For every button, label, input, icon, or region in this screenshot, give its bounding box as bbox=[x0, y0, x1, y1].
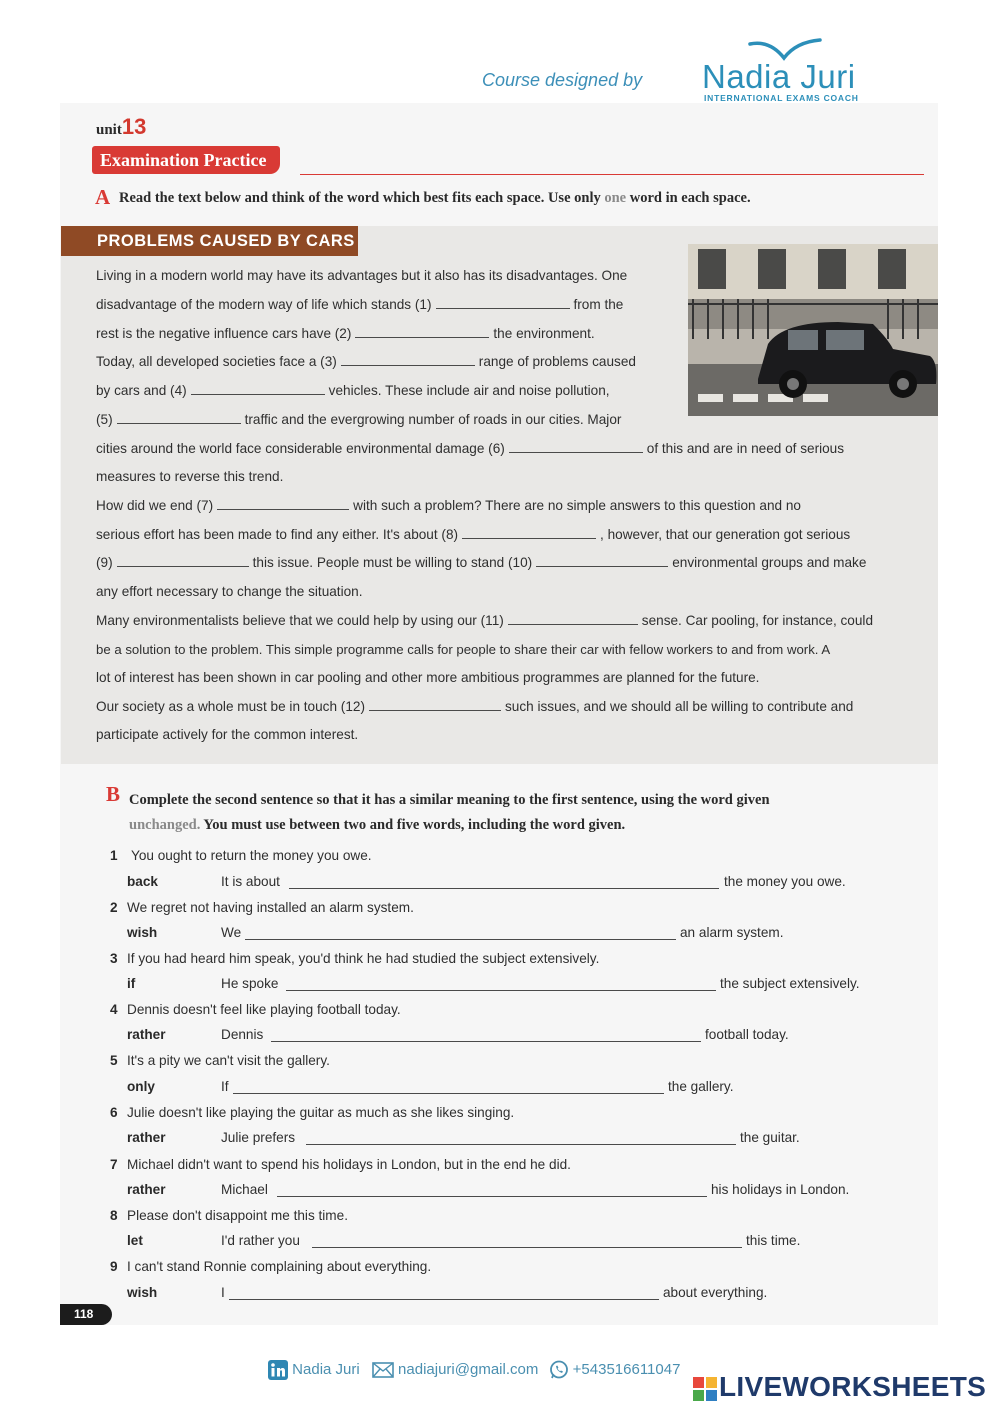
passage-line: be a solution to the problem. This simple programme calls for people to share their car with fellow workers to and from work. A bbox=[96, 642, 831, 657]
item-start: He spoke bbox=[221, 976, 279, 991]
item-start: I bbox=[221, 1285, 225, 1300]
section-a-instruction bbox=[119, 190, 919, 207]
blank-8[interactable] bbox=[462, 526, 596, 539]
section-b-letter: B bbox=[106, 782, 121, 806]
footer-phone: +543516611047 bbox=[572, 1360, 681, 1378]
passage-line: (9) this issue. People must be willing to stand (10) environmental groups and make bbox=[96, 555, 867, 570]
item-sentence: Julie doesn't like playing the guitar as much as she likes singing. bbox=[127, 1105, 515, 1120]
liveworksheets-logo-icon bbox=[693, 1377, 717, 1401]
contact-footer bbox=[268, 1360, 680, 1380]
passage-line: by cars and (4) vehicles. These include air and noise pollution, bbox=[96, 383, 610, 398]
blank-4[interactable] bbox=[191, 382, 325, 395]
passage-line: How did we end (7) with such a problem? There are no simple answers to this question and no bbox=[96, 498, 801, 513]
item-keyword: rather bbox=[127, 1130, 166, 1145]
passage-line: Many environmentalists believe that we could help by using our (11) sense. Car pooling, for instance, could bbox=[96, 613, 874, 628]
blank-9[interactable] bbox=[117, 554, 249, 567]
item-number: 3 bbox=[110, 951, 118, 966]
blank-12[interactable] bbox=[369, 698, 501, 711]
passage-line: cities around the world face considerable environmental damage (6) of this and are in need of serious bbox=[96, 441, 845, 456]
item-sentence: You ought to return the money you owe. bbox=[131, 848, 372, 863]
reading-title: PROBLEMS CAUSED BY CARS bbox=[61, 226, 358, 256]
item-number: 6 bbox=[110, 1105, 118, 1120]
item-keyword: back bbox=[127, 874, 158, 889]
item-sentence: If you had heard him speak, you'd think he had studied the subject extensively. bbox=[127, 951, 600, 966]
item-end: an alarm system. bbox=[680, 925, 784, 940]
section-a-instruction-text-1: Read the text below and think of the word which best fits each space. Use only bbox=[119, 190, 601, 206]
item-keyword: only bbox=[127, 1079, 155, 1094]
item-start: We bbox=[221, 925, 242, 940]
item-sentence: Michael didn't want to spend his holidays in London, but in the end he did. bbox=[127, 1157, 571, 1172]
footer-name: Nadia Juri bbox=[292, 1360, 360, 1378]
item-keyword: rather bbox=[127, 1027, 166, 1042]
passage-line: measures to reverse this trend. bbox=[96, 469, 284, 484]
item-number: 4 bbox=[110, 1002, 118, 1017]
item-number: 1 bbox=[110, 848, 118, 863]
item-start: Julie prefers bbox=[221, 1130, 296, 1145]
item-start: Dennis bbox=[221, 1027, 264, 1042]
blank-3[interactable] bbox=[341, 353, 475, 366]
whatsapp-icon[interactable] bbox=[549, 1360, 569, 1380]
taxi-photo bbox=[688, 244, 938, 416]
section-a-instruction-em: one bbox=[604, 190, 627, 206]
item-end: the money you owe. bbox=[724, 874, 846, 889]
section-b-instruction-text-1: Complete the second sentence so that it has a similar meaning to the first sentence, using the word given bbox=[129, 792, 770, 808]
blank-11[interactable] bbox=[508, 612, 638, 625]
item-start: It is about bbox=[221, 874, 280, 889]
passage-line: disadvantage of the modern way of life which stands (1) from the bbox=[96, 297, 624, 312]
blank-1[interactable] bbox=[436, 296, 570, 309]
unit-label bbox=[96, 114, 146, 140]
answer-line-5[interactable] bbox=[233, 1093, 664, 1094]
item-sentence: We regret not having installed an alarm system. bbox=[127, 900, 414, 915]
page-number: 118 bbox=[60, 1304, 112, 1325]
answer-line-3[interactable] bbox=[286, 990, 716, 991]
item-keyword: rather bbox=[127, 1182, 166, 1197]
passage-line: Living in a modern world may have its advantages but it also has its disadvantages. One bbox=[96, 268, 628, 283]
item-sentence: Dennis doesn't feel like playing football today. bbox=[127, 1002, 401, 1017]
passage-line: Today, all developed societies face a (3) range of problems caused bbox=[96, 354, 636, 369]
answer-line-1[interactable] bbox=[289, 888, 719, 889]
item-start: If bbox=[221, 1079, 229, 1094]
brand-name: Nadia Juri bbox=[702, 58, 856, 95]
blank-7[interactable] bbox=[217, 497, 349, 510]
answer-line-4[interactable] bbox=[271, 1041, 701, 1042]
blank-6[interactable] bbox=[509, 440, 643, 453]
exam-practice-banner: Examination Practice bbox=[92, 146, 280, 174]
item-sentence: I can't stand Ronnie complaining about everything. bbox=[127, 1259, 432, 1274]
answer-line-8[interactable] bbox=[312, 1247, 742, 1248]
blank-10[interactable] bbox=[536, 554, 668, 567]
item-end: about everything. bbox=[663, 1285, 768, 1300]
item-keyword: wish bbox=[127, 925, 158, 940]
item-number: 2 bbox=[110, 900, 118, 915]
brand-subtitle: INTERNATIONAL EXAMS COACH bbox=[704, 93, 859, 103]
section-b-instruction-em: unchanged. bbox=[129, 817, 201, 833]
item-sentence: It's a pity we can't visit the gallery. bbox=[127, 1053, 330, 1068]
answer-line-6[interactable] bbox=[306, 1144, 736, 1145]
answer-line-7[interactable] bbox=[277, 1196, 707, 1197]
mail-icon[interactable] bbox=[372, 1362, 394, 1378]
item-end: the subject extensively. bbox=[720, 976, 860, 991]
section-a-letter: A bbox=[95, 185, 111, 209]
linkedin-icon[interactable] bbox=[268, 1360, 288, 1380]
passage-line: lot of interest has been shown in car pooling and other more ambitious programmes are planned for the future. bbox=[96, 670, 760, 685]
passage-line: serious effort has been made to find any either. It's about (8) , however, that our generation got serious bbox=[96, 527, 851, 542]
item-end: football today. bbox=[705, 1027, 789, 1042]
item-keyword: if bbox=[127, 976, 136, 991]
passage-line: rest is the negative influence cars have (2) the environment. bbox=[96, 326, 595, 341]
item-start: Michael bbox=[221, 1182, 268, 1197]
item-number: 5 bbox=[110, 1053, 118, 1068]
answer-line-2[interactable] bbox=[245, 939, 676, 940]
section-a-instruction-text-2: word in each space. bbox=[629, 190, 751, 206]
item-number: 9 bbox=[110, 1259, 118, 1274]
passage-line: participate actively for the common interest. bbox=[96, 727, 359, 742]
blank-5[interactable] bbox=[117, 411, 241, 424]
exam-banner-rule bbox=[300, 174, 924, 175]
item-keyword: wish bbox=[127, 1285, 158, 1300]
passage-line: (5) traffic and the evergrowing number of roads in our cities. Major bbox=[96, 412, 622, 427]
unit-number: 13 bbox=[121, 114, 147, 139]
item-end: the guitar. bbox=[740, 1130, 800, 1145]
footer-email[interactable]: nadiajuri@gmail.com bbox=[398, 1360, 539, 1378]
item-number: 7 bbox=[110, 1157, 118, 1172]
liveworksheets-brand: LIVEWORKSHEETS bbox=[719, 1371, 987, 1402]
item-start: I'd rather you bbox=[221, 1233, 300, 1248]
section-b-instruction bbox=[129, 788, 934, 838]
unit-word: unit bbox=[96, 122, 122, 138]
item-end: his holidays in London. bbox=[711, 1182, 850, 1197]
item-number: 8 bbox=[110, 1208, 118, 1223]
course-credit: Course designed by bbox=[482, 70, 643, 90]
item-end: the gallery. bbox=[668, 1079, 734, 1094]
section-b-instruction-text-2: You must use between two and five words, including the word given. bbox=[203, 817, 626, 833]
answer-line-9[interactable] bbox=[229, 1299, 659, 1300]
item-keyword: let bbox=[127, 1233, 143, 1248]
passage-line: any effort necessary to change the situation. bbox=[96, 584, 363, 599]
passage-line: Our society as a whole must be in touch (12) such issues, and we should all be willing to contribute and bbox=[96, 699, 854, 714]
item-end: this time. bbox=[746, 1233, 801, 1248]
blank-2[interactable] bbox=[355, 325, 489, 338]
item-sentence: Please don't disappoint me this time. bbox=[127, 1208, 348, 1223]
